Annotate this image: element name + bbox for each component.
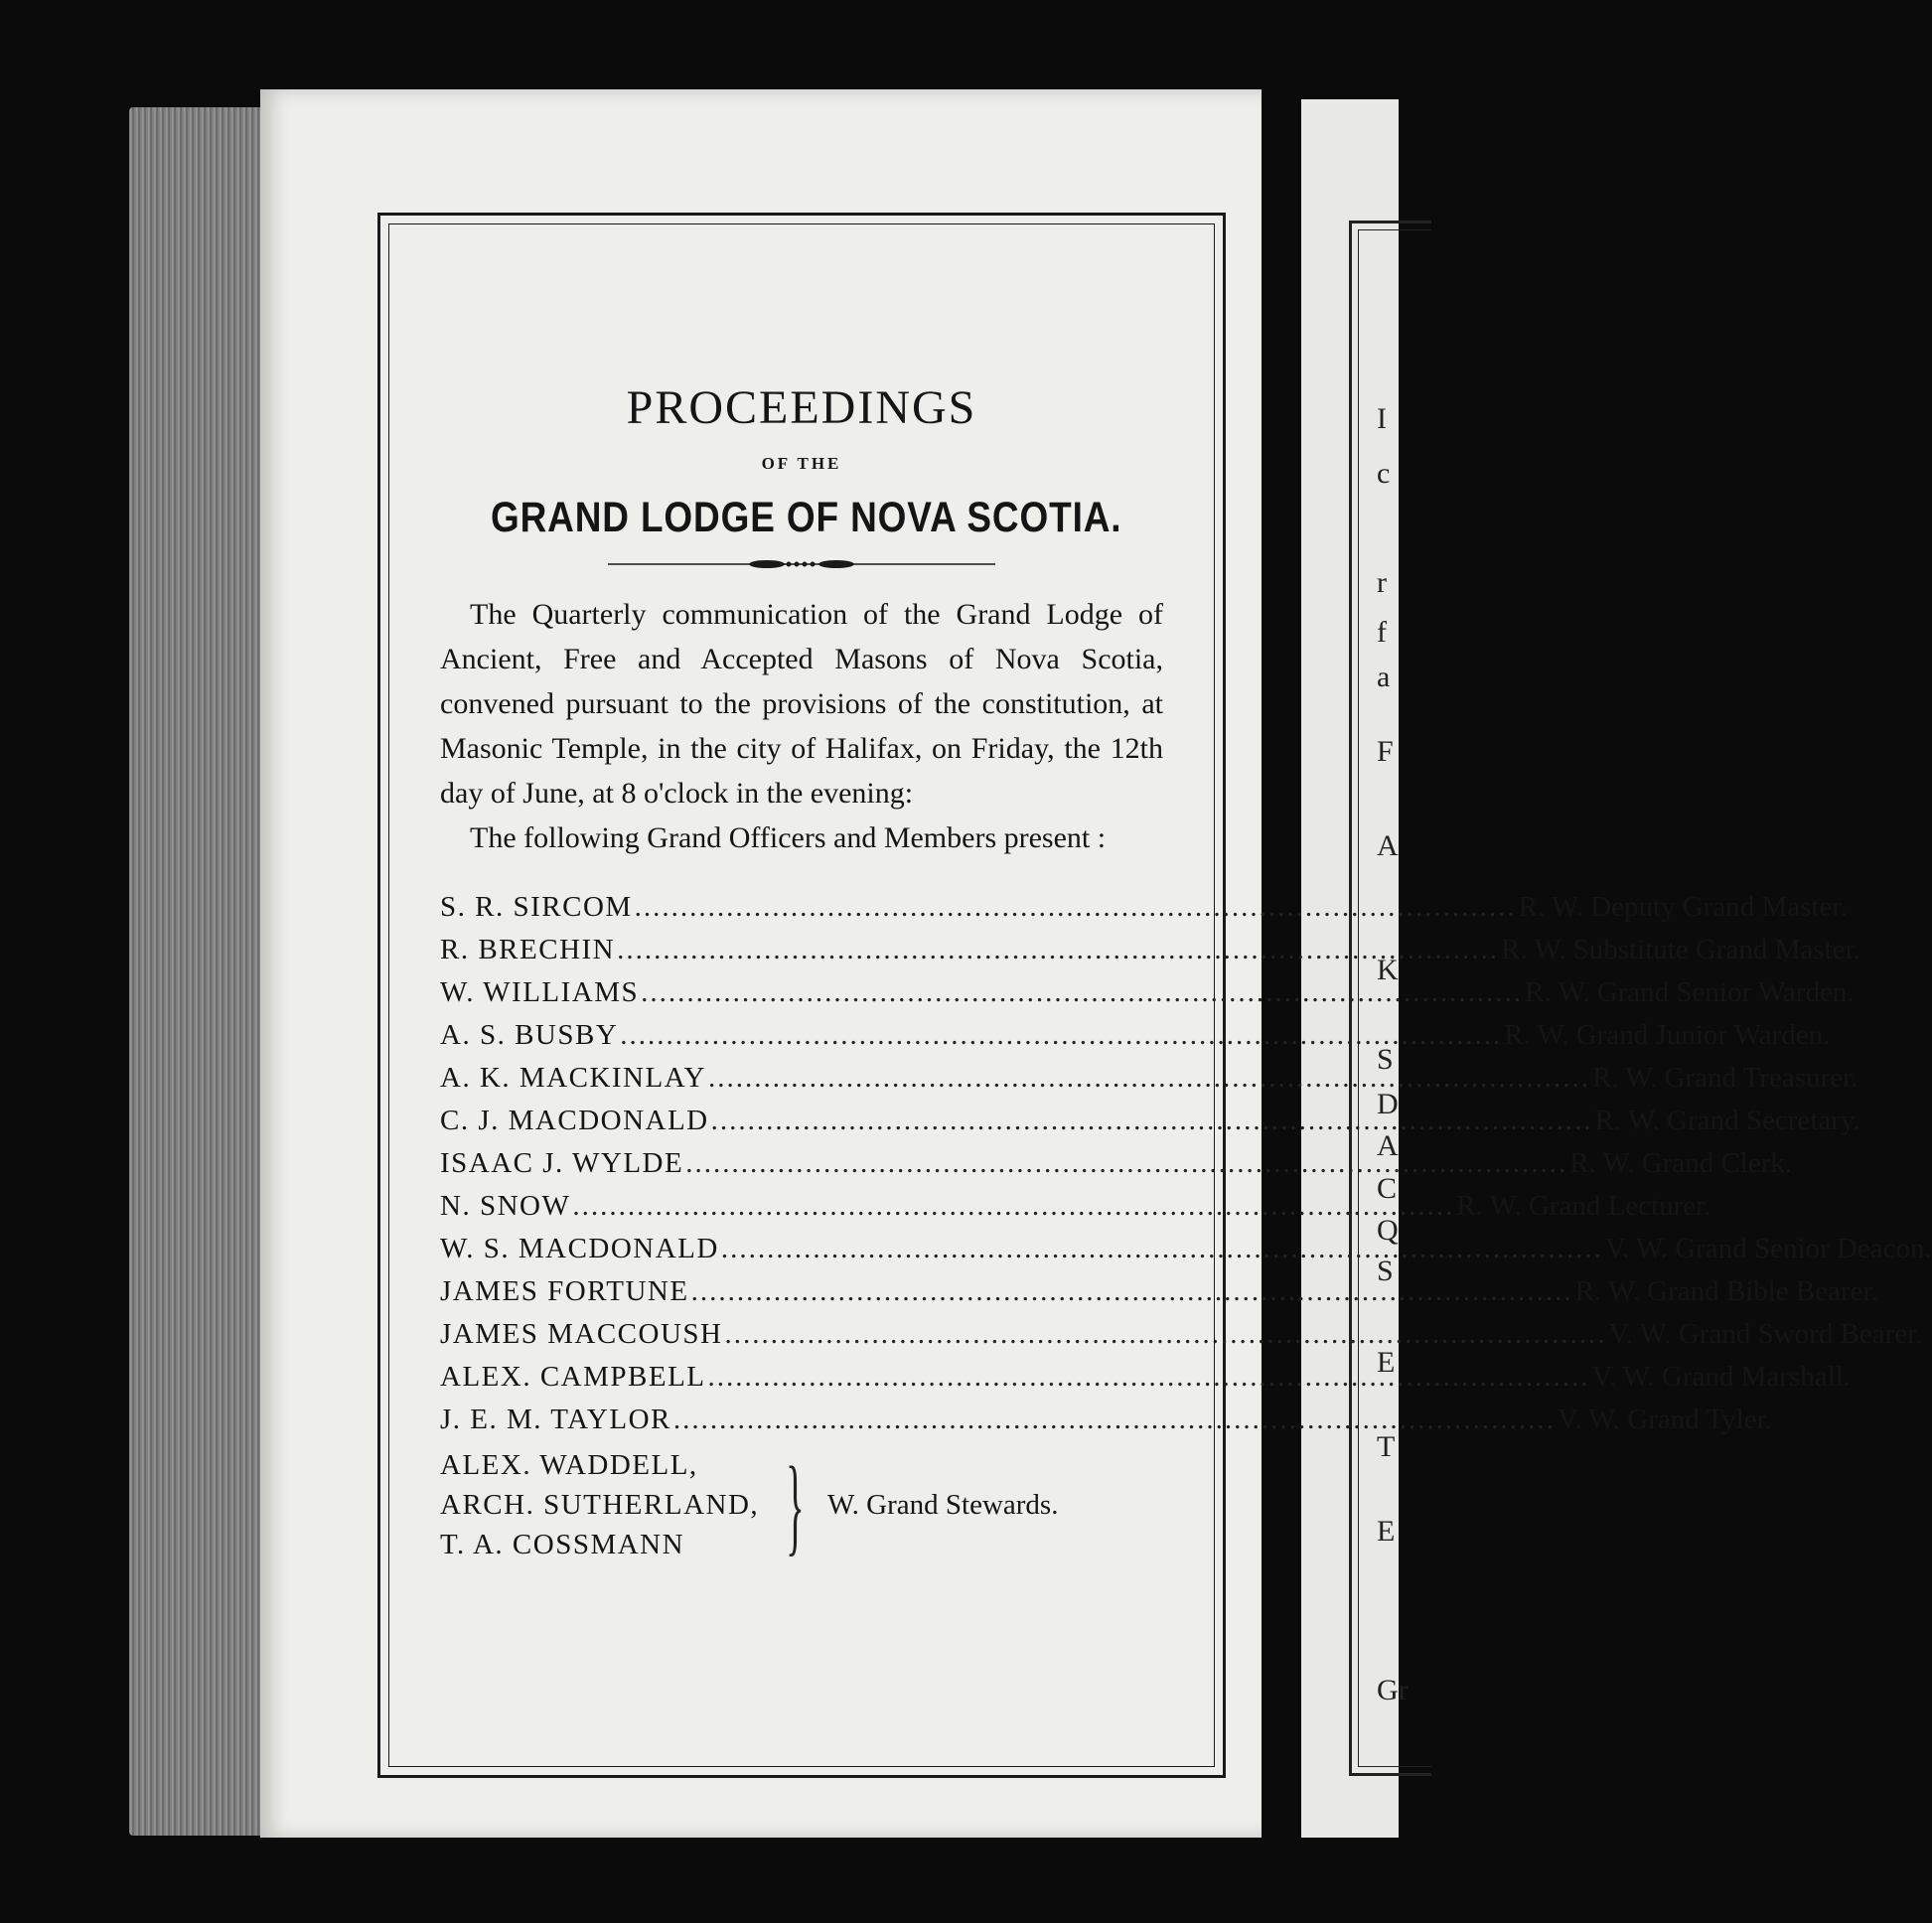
- page-content: [440, 216, 1932, 1565]
- leader-dots: [721, 1228, 1603, 1270]
- adjacent-page-fragment: a: [1377, 661, 1391, 693]
- page-title-connector: OF THE: [761, 454, 842, 473]
- officer-row: [440, 1313, 1923, 1356]
- officer-title: R. W. Grand Secretary.: [1594, 1105, 1860, 1136]
- leader-dots: [617, 929, 1499, 971]
- officer-title: R. W. Grand Bible Bearer.: [1574, 1275, 1878, 1307]
- officer-name: A. S. BUSBY: [440, 1019, 619, 1051]
- leader-dots: [685, 1142, 1567, 1185]
- officer-name: N. SNOW: [440, 1190, 571, 1222]
- adjacent-page-fragment: E: [1377, 1346, 1396, 1379]
- officer-title: R. W. Deputy Grand Master.: [1518, 891, 1848, 923]
- officer-title: R. W. Grand Lecturer.: [1456, 1190, 1711, 1222]
- steward-names: [440, 1445, 759, 1564]
- adjacent-page-fragment: f: [1377, 616, 1387, 649]
- officer-row: [440, 1014, 1831, 1057]
- adjacent-page-fragment: A: [1377, 1129, 1399, 1162]
- officer-title: R. W. Grand Junior Warden.: [1504, 1019, 1831, 1051]
- officer-name: W. S. MACDONALD: [440, 1233, 719, 1264]
- officer-row: [440, 1356, 1851, 1399]
- adjacent-page-fragment: Gr: [1377, 1674, 1409, 1706]
- officer-title: R. W. Grand Clerk.: [1569, 1147, 1793, 1179]
- officer-title: V. W. Grand Marshall.: [1591, 1361, 1851, 1393]
- officer-row: [440, 971, 1855, 1014]
- leader-dots: [711, 1100, 1593, 1142]
- stewards-title: W. Grand Stewards.: [826, 1488, 1059, 1521]
- adjacent-page-fragment: Q: [1377, 1214, 1399, 1247]
- officer-row: [440, 1270, 1878, 1313]
- page-subtitle: GRAND LODGE OF NOVA SCOTIA.: [490, 494, 1122, 541]
- leader-dots: [724, 1313, 1606, 1356]
- adjacent-page-fragment: r: [1377, 566, 1387, 599]
- officer-name: C. J. MACDONALD: [440, 1105, 709, 1136]
- page-border: [377, 213, 1932, 1778]
- officer-name: ISAAC J. WYLDE: [440, 1147, 684, 1179]
- adjacent-page-fragment: S: [1377, 1043, 1394, 1076]
- adjacent-page-fragment: c: [1377, 457, 1391, 490]
- steward-name: T. A. COSSMANN: [440, 1529, 685, 1560]
- officer-row: [440, 1100, 1860, 1142]
- officer-title: V. W. Grand Senior Deacon.: [1604, 1233, 1932, 1264]
- officer-title: V. W. Grand Tyler.: [1557, 1404, 1772, 1435]
- officer-row: [440, 1057, 1858, 1100]
- leader-dots: [641, 971, 1523, 1014]
- leader-dots: [620, 1014, 1502, 1057]
- attendance-paragraph: The following Grand Officers and Members present :: [470, 821, 1107, 854]
- leader-dots: [673, 1399, 1556, 1441]
- officer-name: JAMES FORTUNE: [440, 1275, 689, 1307]
- leader-dots: [708, 1057, 1590, 1100]
- officer-title: R. W. Grand Treasurer.: [1591, 1062, 1858, 1094]
- steward-name: ALEX. WADDELL,: [440, 1449, 698, 1481]
- officer-name: JAMES MACCOUSH: [440, 1318, 723, 1350]
- book-page-edges: [129, 107, 278, 1836]
- adjacent-page-fragment: A: [1377, 829, 1399, 862]
- page-title: PROCEEDINGS: [626, 381, 977, 434]
- officer-row: [440, 886, 1848, 929]
- officer-row: [440, 1185, 1711, 1228]
- officer-list: [440, 886, 1932, 1565]
- officer-name: R. BRECHIN: [440, 934, 616, 965]
- ornament-rule-icon: [608, 556, 995, 572]
- right-brace-icon: }: [786, 1444, 805, 1565]
- officer-row: [440, 1399, 1772, 1441]
- officer-title: R. W. Substitute Grand Master.: [1501, 934, 1860, 965]
- adjacent-page-fragment: F: [1377, 735, 1394, 768]
- adjacent-page-fragment: I: [1377, 402, 1387, 435]
- officer-title: R. W. Grand Senior Warden.: [1525, 976, 1855, 1008]
- leader-dots: [635, 886, 1517, 929]
- officer-row: [440, 1228, 1932, 1270]
- leader-dots: [572, 1185, 1454, 1228]
- adjacent-page-fragment: E: [1377, 1515, 1396, 1548]
- adjacent-page-fragment: K: [1377, 954, 1399, 986]
- officer-name: W. WILLIAMS: [440, 976, 640, 1008]
- adjacent-page-fragment: D: [1377, 1088, 1399, 1120]
- officer-name: J. E. M. TAYLOR: [440, 1404, 671, 1435]
- adjacent-page-fragment: T: [1377, 1430, 1396, 1463]
- stewards-group: [440, 1445, 1163, 1564]
- leader-dots: [708, 1356, 1590, 1399]
- officer-name: ALEX. CAMPBELL: [440, 1361, 706, 1393]
- officer-name: A. K. MACKINLAY: [440, 1062, 706, 1094]
- officer-name: S. R. SIRCOM: [440, 891, 633, 923]
- adjacent-page-fragment: S: [1377, 1255, 1394, 1287]
- officer-row: [440, 1142, 1793, 1185]
- steward-name: ARCH. SUTHERLAND,: [440, 1489, 760, 1521]
- intro-paragraph: The Quarterly communication of the Grand Lodge of Ancient, Free and Accepted Masons of Nova Scotia, convened pursuant to the provisions of the constitution, at Masonic Temple, in the city of Halifax, on Friday, the 12th day of June, at 8 o'clock in the evening:: [440, 598, 1163, 810]
- leader-dots: [691, 1270, 1573, 1313]
- officer-row: [440, 929, 1860, 971]
- officer-title: V. W. Grand Sword Bearer.: [1608, 1318, 1923, 1350]
- adjacent-page-fragment: C: [1377, 1172, 1398, 1205]
